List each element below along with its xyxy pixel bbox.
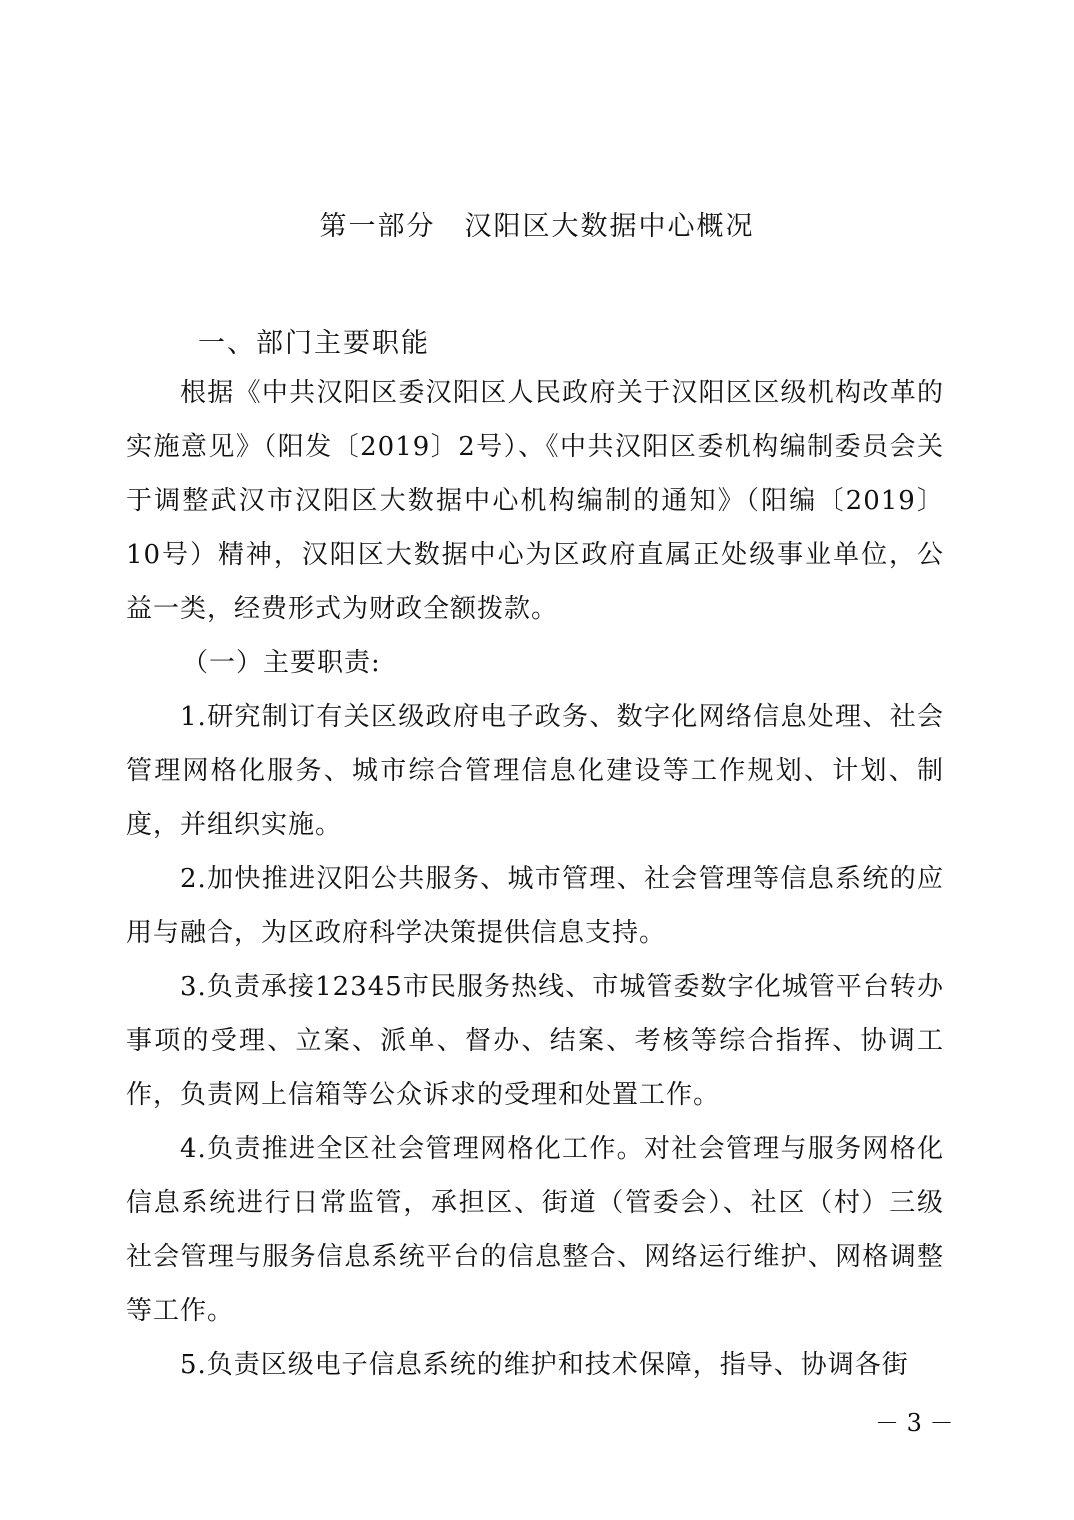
intro-paragraph: 根据《中共汉阳区委汉阳区人民政府关于汉阳区区级机构改革的实施意见》（阳发〔2019〕2号）、《中共汉阳区委机构编制委员会关于调整武汉市汉阳区大数据中心机构编制的通知》（阳编〔2019〕10号）精神，汉阳区大数据中心为区政府直属正处级事业单位，公益一类，经费形式为财政全额拨款。 <box>126 378 944 624</box>
duty-item-3: 3.负责承接12345市民服务热线、市城管委数字化城管平台转办事项的受理、立案、派单、督办、结案、考核等综合指挥、协调工作，负责网上信箱等公众诉求的受理和处置工作。 <box>126 972 944 1110</box>
page-number: － 3 － <box>875 1409 954 1437</box>
duties-subheading: （一）主要职责: <box>182 648 381 678</box>
duty-item-2: 2.加快推进汉阳公共服务、城市管理、社会管理等信息系统的应用与融合，为区政府科学决策提供信息支持。 <box>126 864 944 948</box>
section-heading: 一、部门主要职能 <box>198 328 430 359</box>
document-body <box>126 366 944 1392</box>
duty-item-5: 5.负责区级电子信息系统的维护和技术保障，指导、协调各街 <box>180 1350 909 1380</box>
duty-item-1: 1.研究制订有关区级政府电子政务、数字化网络信息处理、社会管理网格化服务、城市综合管理信息化建设等工作规划、计划、制度，并组织实施。 <box>126 702 944 840</box>
duty-item-4: 4.负责推进全区社会管理网格化工作。对社会管理与服务网格化信息系统进行日常监管，承担区、街道（管委会）、社区（村）三级社会管理与服务信息系统平台的信息整合、网络运行维护、网格调整等工作。 <box>126 1134 944 1326</box>
page-title: 第一部分 汉阳区大数据中心概况 <box>319 211 755 242</box>
